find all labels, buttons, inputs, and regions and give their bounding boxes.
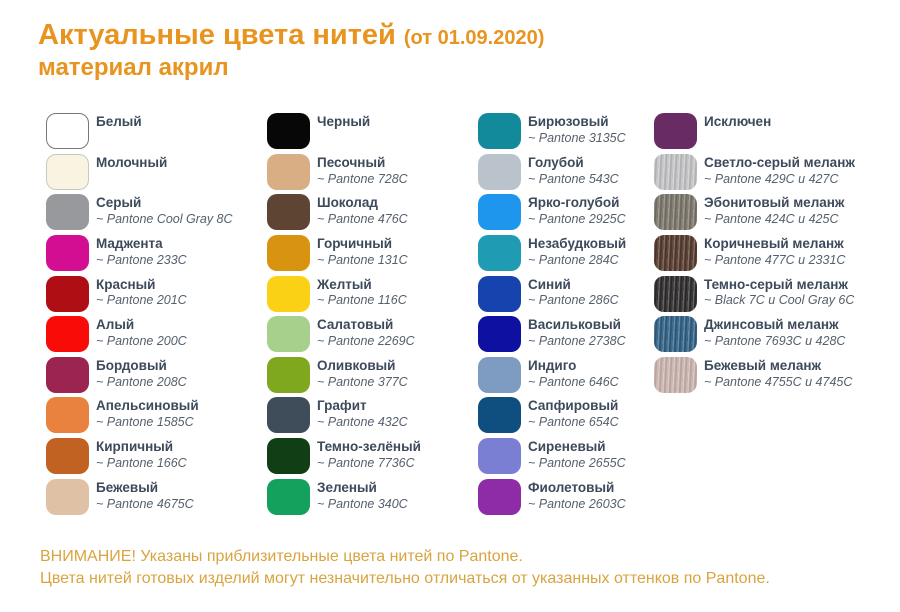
color-pantone-code: ~ Pantone 646C [528, 374, 619, 389]
color-name: Сиреневый [528, 439, 606, 455]
color-row [46, 194, 264, 235]
color-swatch [46, 194, 89, 230]
color-name: Фиолетовый [528, 479, 615, 495]
warning-note [40, 546, 770, 590]
color-swatch [267, 316, 310, 352]
color-swatch [654, 276, 697, 312]
color-swatch [478, 357, 521, 393]
color-row [654, 276, 898, 317]
color-pantone-code: ~ Pantone 201C [96, 293, 187, 308]
color-labels [96, 235, 187, 269]
color-pantone-code: ~ Pantone 233C [96, 252, 187, 267]
color-labels [317, 397, 408, 431]
color-row [478, 397, 652, 438]
color-labels [528, 194, 626, 228]
color-pantone-code: ~ Pantone 2925C [528, 212, 626, 227]
color-labels [317, 438, 421, 472]
color-name: Голубой [528, 154, 584, 170]
color-labels [96, 154, 167, 172]
color-labels [317, 316, 415, 350]
color-pantone-code: ~ Pantone 116C [317, 293, 407, 308]
color-name: Темно-зелёный [317, 439, 421, 455]
color-row [478, 479, 652, 520]
color-labels [704, 235, 845, 269]
color-labels [528, 235, 626, 269]
color-name: Песочный [317, 154, 386, 170]
color-labels [704, 276, 854, 310]
color-pantone-code: ~ Pantone 3135C [528, 130, 626, 145]
color-name: Незабудковый [528, 235, 627, 251]
color-row [46, 479, 264, 520]
page-title [38, 20, 544, 50]
color-row [267, 276, 475, 317]
page-header [38, 20, 544, 82]
color-name: Серый [96, 195, 142, 211]
color-swatch [478, 154, 521, 190]
color-swatch [654, 113, 697, 149]
page-title-date: (от 01.09.2020) [403, 27, 545, 49]
color-swatch [267, 276, 310, 312]
color-name: Красный [96, 276, 156, 292]
page-subtitle: материал акрил [38, 54, 229, 82]
color-column [46, 113, 264, 519]
color-pantone-code: ~ Pantone 543C [528, 171, 619, 186]
color-row [267, 357, 475, 398]
color-pantone-code: ~ Pantone 340C [317, 496, 408, 511]
color-pantone-code: ~ Pantone 654C [528, 415, 619, 430]
color-labels [317, 357, 408, 391]
color-swatch [267, 397, 310, 433]
color-name: Апельсиновый [96, 398, 199, 414]
color-pantone-code: ~ Pantone 4675C [96, 496, 194, 511]
color-pantone-code: ~ Pantone 131C [317, 252, 408, 267]
color-row [267, 438, 475, 479]
color-row [654, 316, 898, 357]
color-row [46, 357, 264, 398]
color-pantone-code: ~ Pantone 477C и 2331C [704, 252, 846, 267]
color-name: Синий [528, 276, 571, 292]
color-name: Салатовый [317, 317, 394, 333]
color-row [267, 316, 475, 357]
color-name: Шоколад [317, 195, 378, 211]
color-name: Джинсовый меланж [704, 317, 839, 333]
color-labels [96, 397, 199, 431]
color-pantone-code: ~ Pantone 208C [96, 374, 187, 389]
color-swatch [46, 316, 89, 352]
color-swatch [478, 438, 521, 474]
color-row [478, 113, 652, 154]
color-name: Бирюзовый [528, 114, 609, 129]
color-labels [704, 154, 855, 188]
color-swatch [46, 113, 89, 149]
color-name: Темно-серый меланж [704, 276, 848, 292]
color-name: Эбонитовый меланж [704, 195, 845, 211]
color-swatch [46, 276, 89, 312]
color-name: Индиго [528, 357, 577, 373]
color-pantone-code: ~ Pantone 1585C [96, 415, 194, 430]
color-labels [317, 479, 408, 513]
color-name: Белый [96, 114, 142, 129]
color-swatch [654, 194, 697, 230]
color-labels [704, 316, 845, 350]
color-name: Коричневый меланж [704, 235, 844, 251]
color-swatch [478, 194, 521, 230]
color-pantone-code: ~ Pantone 284C [528, 252, 619, 267]
color-row [478, 235, 652, 276]
color-row [478, 438, 652, 479]
color-pantone-code: ~ Pantone 7736C [317, 456, 415, 470]
color-row [654, 194, 898, 235]
color-swatch [267, 154, 310, 190]
color-swatch [267, 194, 310, 230]
color-row [654, 357, 898, 398]
color-pantone-code: ~ Pantone 166C [96, 456, 187, 470]
color-pantone-code: ~ Black 7C и Cool Gray 6C [704, 293, 855, 308]
color-name: Бордовый [96, 357, 167, 373]
color-name: Васильковый [528, 317, 621, 333]
color-name: Светло-серый меланж [704, 154, 855, 170]
color-pantone-code: ~ Pantone 377C [317, 374, 408, 389]
color-name: Желтый [317, 276, 372, 292]
color-swatch [478, 397, 521, 433]
color-row [46, 397, 264, 438]
color-swatch [478, 479, 521, 515]
color-pantone-code: ~ Pantone 2655C [528, 456, 626, 470]
color-column [478, 113, 652, 519]
color-labels [528, 479, 626, 513]
color-swatch [654, 357, 697, 393]
color-labels [704, 194, 845, 228]
color-labels [528, 154, 619, 188]
color-labels [317, 235, 408, 269]
color-swatch [267, 113, 310, 149]
color-pantone-code: ~ Pantone 2603C [528, 496, 626, 511]
color-labels [96, 276, 187, 310]
color-pantone-code: ~ Pantone 432C [317, 415, 408, 430]
color-swatch [654, 316, 697, 352]
color-swatch [46, 397, 89, 433]
color-labels [528, 276, 619, 310]
warning-line-1: ВНИМАНИЕ! Указаны приблизительные цвета нитей по Pantone. [40, 548, 523, 565]
color-labels [317, 113, 370, 131]
color-labels [317, 154, 408, 188]
color-name: Горчичный [317, 235, 393, 251]
color-name: Бежевый [96, 479, 159, 495]
color-swatch [654, 154, 697, 190]
color-row [654, 154, 898, 195]
color-name: Исключен [704, 114, 772, 129]
color-labels [317, 276, 407, 310]
color-name: Оливковый [317, 357, 396, 373]
color-name: Алый [96, 317, 135, 333]
color-pantone-code: ~ Pantone 476C [317, 212, 408, 227]
color-labels [317, 194, 408, 228]
color-swatch [478, 276, 521, 312]
color-pantone-code: ~ Pantone 286C [528, 293, 619, 308]
color-labels [96, 316, 187, 350]
color-swatch [478, 235, 521, 271]
color-row [478, 316, 652, 357]
color-labels [528, 113, 626, 147]
color-swatch [267, 479, 310, 515]
color-labels [528, 397, 619, 431]
color-row [478, 154, 652, 195]
color-name: Черный [317, 114, 371, 129]
color-labels [96, 357, 187, 391]
color-swatch [46, 438, 89, 474]
warning-line-2: Цвета нитей готовых изделий могут незначительно отличаться от указанных оттенков по Pantone. [40, 570, 770, 588]
color-pantone-code: ~ Pantone 429C и 427C [704, 171, 839, 186]
color-row [267, 479, 475, 520]
color-name: Ярко-голубой [528, 195, 620, 211]
color-row [478, 194, 652, 235]
color-row [478, 357, 652, 398]
color-pantone-code: ~ Pantone 424C и 425C [704, 212, 839, 227]
color-row [654, 113, 898, 154]
color-row [267, 113, 475, 154]
color-swatch [46, 154, 89, 190]
color-labels [96, 479, 194, 513]
color-row [267, 194, 475, 235]
color-pantone-code: ~ Pantone 2269C [317, 334, 415, 349]
color-name: Бежевый меланж [704, 357, 822, 373]
color-pantone-code: ~ Pantone Cool Gray 8C [96, 212, 233, 227]
color-pantone-code: ~ Pantone 200C [96, 334, 187, 349]
color-row [46, 113, 264, 154]
color-swatch [46, 479, 89, 515]
color-swatch [267, 235, 310, 271]
color-name: Маджента [96, 235, 163, 251]
color-pantone-code: ~ Pantone 728C [317, 171, 408, 186]
color-labels [528, 357, 619, 391]
color-column [267, 113, 475, 519]
color-name: Молочный [96, 154, 168, 170]
color-pantone-code: ~ Pantone 7693C и 428C [704, 334, 846, 349]
color-name: Сапфировый [528, 398, 619, 414]
color-swatch [46, 357, 89, 393]
color-pantone-code: ~ Pantone 4755C и 4745C [704, 374, 853, 389]
color-labels [96, 194, 233, 228]
color-name: Зеленый [317, 479, 377, 495]
color-row [46, 438, 264, 479]
color-swatch [478, 113, 521, 149]
color-swatch [654, 235, 697, 271]
color-row [46, 235, 264, 276]
color-row [46, 316, 264, 357]
color-swatch [478, 316, 521, 352]
color-swatch [267, 438, 310, 474]
color-row [478, 276, 652, 317]
color-labels [96, 113, 142, 131]
color-labels [704, 357, 852, 391]
color-labels [704, 113, 771, 131]
color-labels [96, 438, 187, 472]
color-row [46, 276, 264, 317]
color-row [46, 154, 264, 195]
color-row [267, 154, 475, 195]
color-column [654, 113, 898, 397]
color-row [267, 235, 475, 276]
color-name: Графит [317, 398, 367, 414]
color-swatch [267, 357, 310, 393]
color-swatch [46, 235, 89, 271]
color-labels [528, 316, 626, 350]
color-name: Кирпичный [96, 439, 174, 455]
color-pantone-code: ~ Pantone 2738C [528, 334, 626, 349]
color-row [267, 397, 475, 438]
color-row [654, 235, 898, 276]
page-title-text: Актуальные цвета нитей [38, 19, 396, 51]
color-labels [528, 438, 626, 472]
